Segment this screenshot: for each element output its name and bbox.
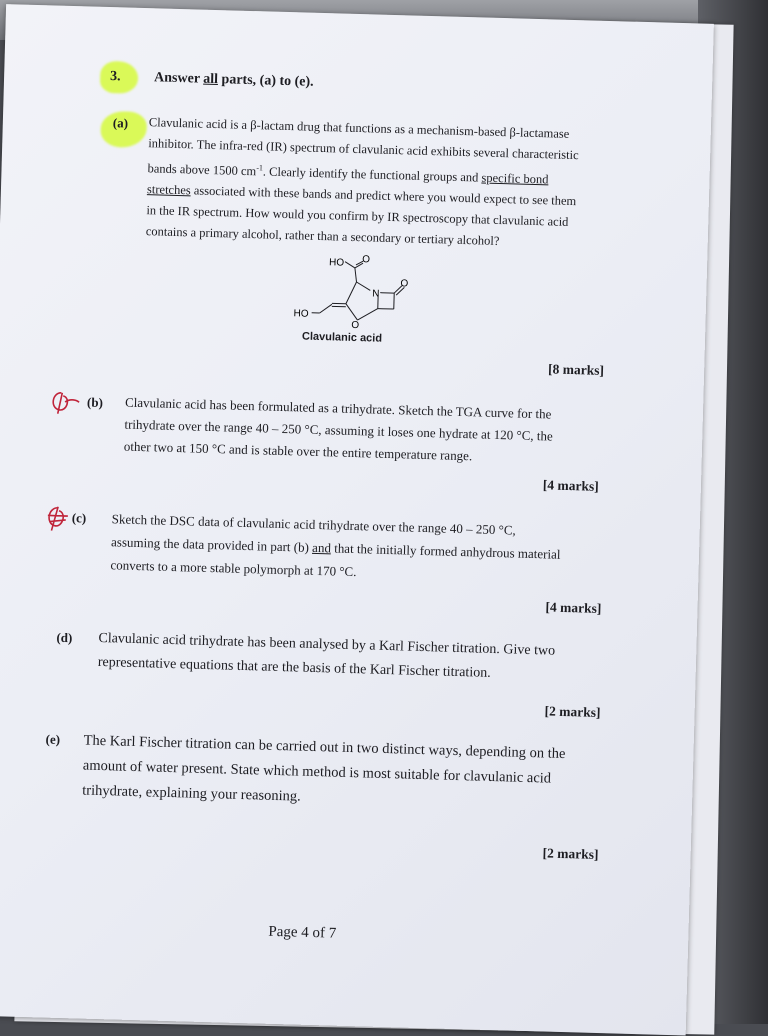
atom-o-top: O xyxy=(362,254,370,265)
structure-bonds xyxy=(311,260,405,322)
question-heading: Answer all parts, (a) to (e). xyxy=(154,70,314,90)
atom-ho-top: HO xyxy=(329,257,345,268)
structure-caption: Clavulanic acid xyxy=(302,331,382,345)
atom-n: N xyxy=(372,288,380,299)
part-d-label: (d) xyxy=(56,630,72,646)
atom-o-ring: O xyxy=(351,320,359,331)
part-d-text: Clavulanic acid trihydrate has been analysed by a Karl Fischer titration. Give two representative equations that are the basis of the Karl Fischer titration. xyxy=(97,627,618,690)
atom-o-right: O xyxy=(400,278,408,289)
part-c-label: (c) xyxy=(72,510,87,526)
exam-page xyxy=(0,4,714,1035)
part-e-marks: [2 marks] xyxy=(542,845,598,863)
part-a-label: (a) xyxy=(113,115,129,131)
page-number: Page 4 of 7 xyxy=(268,924,336,943)
pen-annotation-b xyxy=(47,389,82,416)
part-d-marks: [2 marks] xyxy=(544,703,600,721)
part-b-text: Clavulanic acid has been formulated as a trihydrate. Sketch the TGA curve for the trihydrate over the range 40 – 250 °C, assuming it loses one hydrate at 120 °C, the other two at 150 °C and is stable over the entire temperature range. xyxy=(124,392,616,472)
part-a-text: Clavulanic acid is a β-lactam drug that functions as a mechanism-based β-lactamase inhibitor. The infra-red (IR) spectrum of clavulanic acid exhibits several characteristic bands above 1500 $cm^{-1}$. Clearly identify the functional groups and specific bond stretches associated with these bands and predict where you would expect to see them in the IR spectrum. How would you confirm by IR spectroscopy that clavulanic acid contains a primary alcohol, rather than a secondary or tertiary alcohol? xyxy=(146,112,619,255)
part-b-label: (b) xyxy=(87,395,103,411)
part-c-marks: [4 marks] xyxy=(545,599,601,617)
part-a-marks: [8 marks] xyxy=(548,361,604,379)
part-e-label: (e) xyxy=(45,732,60,748)
part-e-text: The Karl Fischer titration can be carried out in two distinct ways, depending on the amount of water present. State which method is most suitable for clavulanic acid trihydrate, explaining your reasoning. xyxy=(82,729,624,819)
clavulanic-acid-structure xyxy=(287,250,429,334)
part-b-marks: [4 marks] xyxy=(543,477,599,495)
atom-ho-bottom: HO xyxy=(293,308,309,319)
part-c-text: Sketch the DSC data of clavulanic acid trihydrate over the range 40 – 250 °C, assuming the data provided in part (b) and that the initially formed anhydrous material converts to a more stable polymorph at 170 °C. xyxy=(110,507,612,590)
question-number: 3. xyxy=(110,69,121,85)
